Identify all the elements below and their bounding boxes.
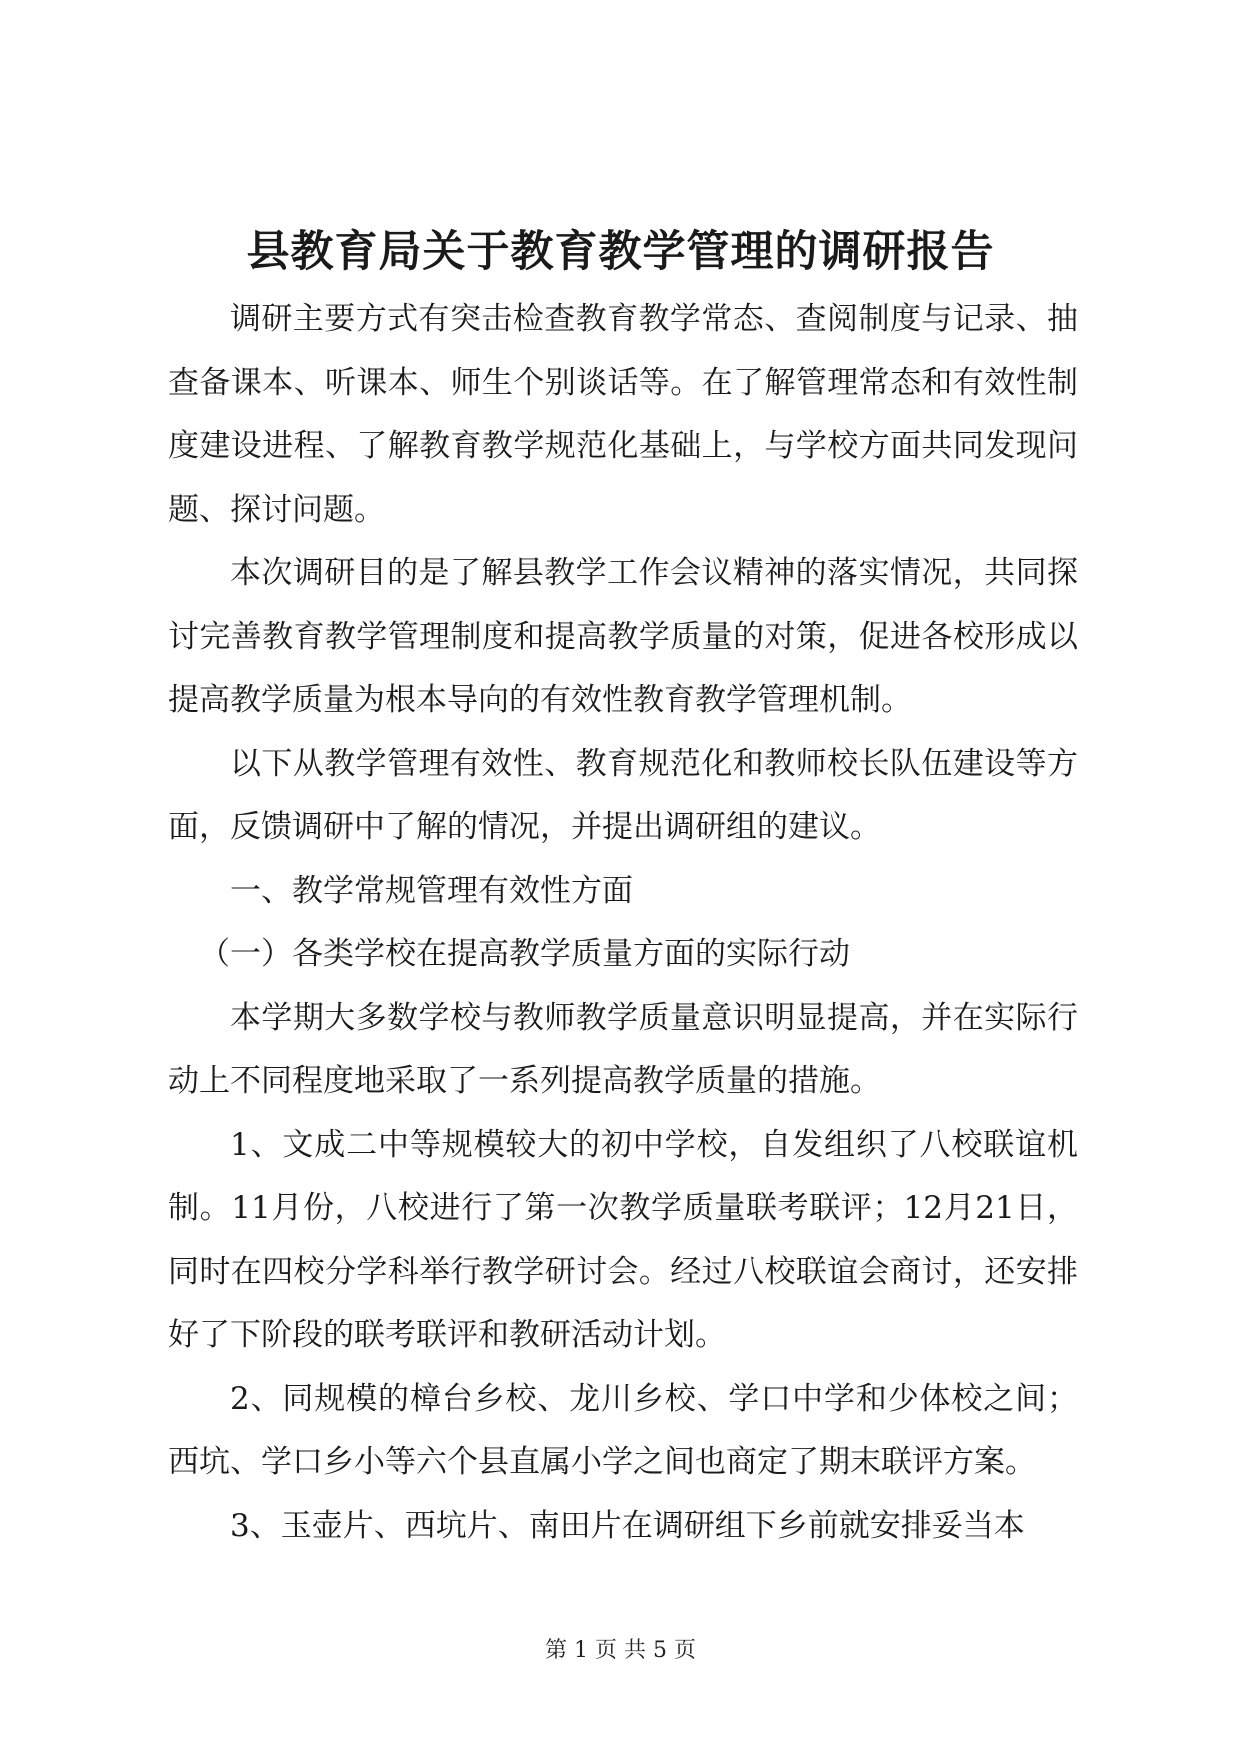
document-title: 县教育局关于教育教学管理的调研报告 — [246, 227, 995, 277]
list-item-3: 3、玉壶片、西坑片、南田片在调研组下乡前就安排妥当本 — [230, 1507, 1025, 1544]
paragraph-purpose: 本次调研目的是了解县教学工作会议精神的落实情况，共同探讨完善教育教学管理制度和提高教学质量的对策，促进各校形成以提高教学质量为根本导向的有效性教育教学管理机制。 — [168, 555, 1078, 718]
subsection-heading-1: （一）各类学校在提高教学质量方面的实际行动 — [199, 936, 850, 972]
list-item-2: 2、同规模的樟台乡校、龙川乡校、学口中学和少体校之间；西坑、学口乡小等六个县直属小学之间也商定了期末联评方案。 — [168, 1380, 1078, 1480]
paragraph-method: 调研主要方式有突击检查教育教学常态、查阅制度与记录、抽查备课本、听课本、师生个别谈话等。在了解管理常态和有效性制度建设进程、了解教育教学规范化基础上，与学校方面共同发现问题、探讨问题。 — [168, 301, 1078, 528]
page-number-footer: 第 1 页 共 5 页 — [545, 1638, 696, 1663]
list-item-1: 1、文成二中等规模较大的初中学校，自发组织了八校联谊机制。11月份，八校进行了第一次教学质量联考联评；12月21日，同时在四校分学科举行教学研讨会。经过八校联谊会商讨，还安排好了下阶段的联考联评和教研活动计划。 — [168, 1126, 1078, 1353]
paragraph-scope: 以下从教学管理有效性、教育规范化和教师校长队伍建设等方面，反馈调研中了解的情况，并提出调研组的建议。 — [168, 745, 1078, 845]
paragraph-quality-awareness: 本学期大多数学校与教师教学质量意识明显提高，并在实际行动上不同程度地采取了一系列提高教学质量的措施。 — [168, 999, 1078, 1099]
document-body — [168, 288, 1078, 1558]
section-heading-1: 一、教学常规管理有效性方面 — [230, 872, 633, 909]
